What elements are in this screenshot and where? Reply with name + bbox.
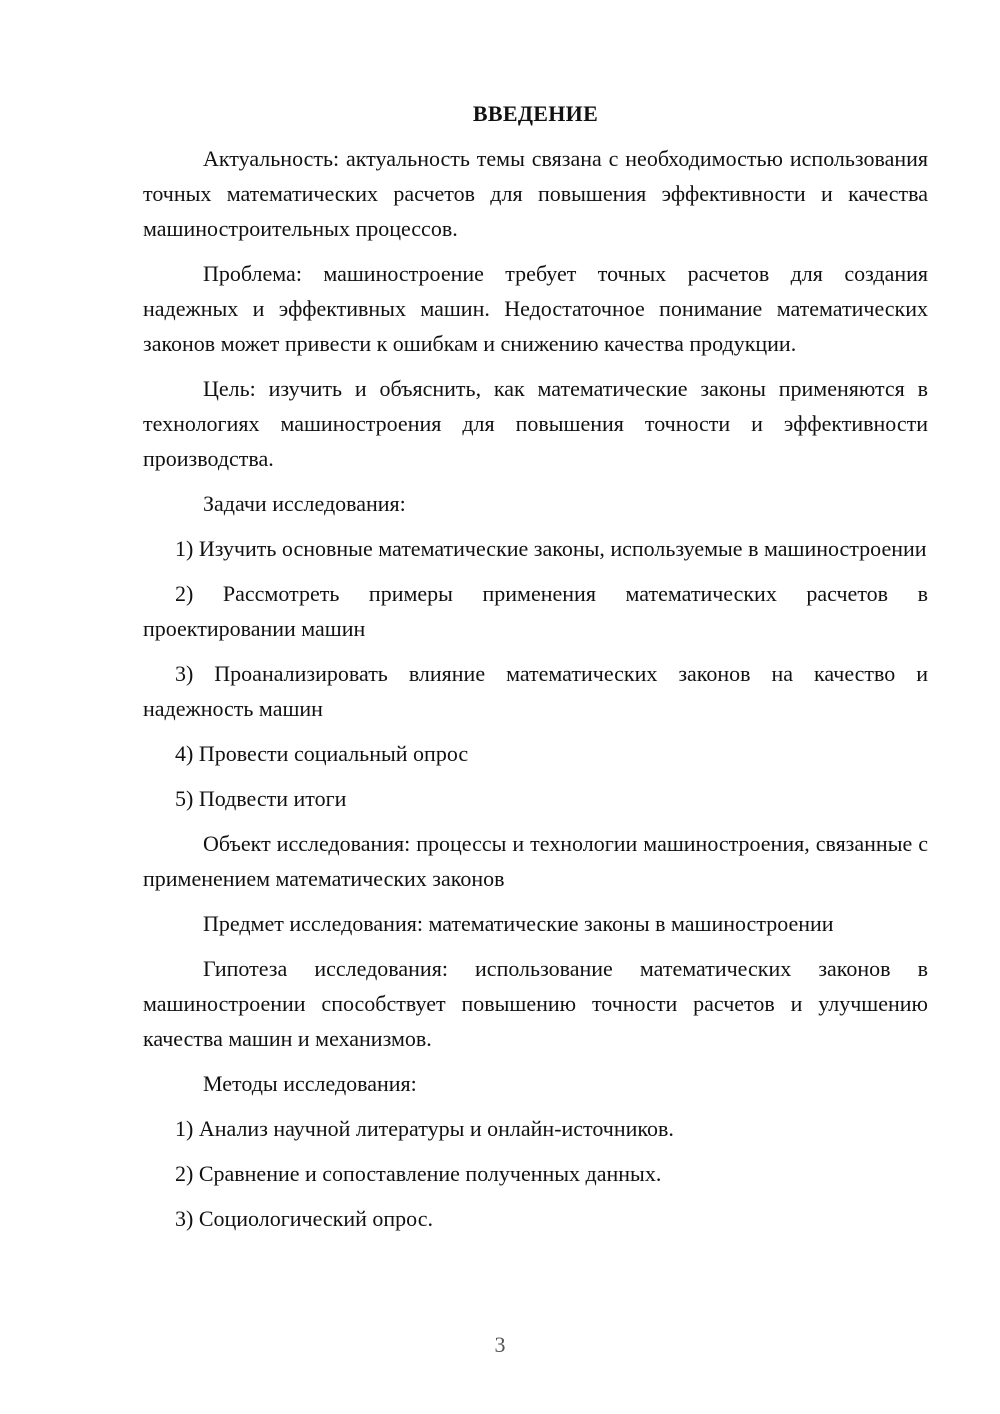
- method-item: 3) Социологический опрос.: [175, 1206, 433, 1231]
- problem-paragraph: Проблема: машиностроение требует точных расчетов для создания надежных и эффективных машин. Недостаточное понимание математических законов может привести к ошибкам и снижению качества продукции.: [143, 261, 928, 356]
- method-item: 2) Сравнение и сопоставление полученных данных.: [175, 1161, 662, 1186]
- tasks-heading: Задачи исследования:: [203, 491, 406, 516]
- object-paragraph: Объект исследования: процессы и технологии машиностроения, связанные с применением математических законов: [143, 831, 928, 891]
- methods-heading: Методы исследования:: [203, 1071, 417, 1096]
- section-title: ВВЕДЕНИЕ: [472, 101, 599, 126]
- task-item: 2) Рассмотреть примеры применения математических расчетов в проектировании машин: [143, 581, 928, 641]
- subject-paragraph: Предмет исследования: математические законы в машиностроении: [203, 911, 834, 936]
- page-number: 3: [494, 1332, 506, 1357]
- task-item: 4) Провести социальный опрос: [175, 741, 469, 766]
- method-item: 1) Анализ научной литературы и онлайн-источников.: [175, 1116, 674, 1141]
- hypothesis-paragraph: Гипотеза исследования: использование математических законов в машиностроении способствует повышению точности расчетов и улучшению качества машин и механизмов.: [143, 956, 928, 1051]
- task-item: 3) Проанализировать влияние математических законов на качество и надежность машин: [143, 661, 928, 721]
- task-item: 5) Подвести итоги: [175, 786, 347, 811]
- document-page: [143, 96, 928, 1246]
- relevance-paragraph: Актуальность: актуальность темы связана с необходимостью использования точных математических расчетов для повышения эффективности и качества машиностроительных процессов.: [143, 146, 928, 241]
- task-item: 1) Изучить основные математические законы, используемые в машиностроении: [175, 536, 927, 561]
- goal-paragraph: Цель: изучить и объяснить, как математические законы применяются в технологиях машиностроения для повышения точности и эффективности производства.: [143, 376, 928, 471]
